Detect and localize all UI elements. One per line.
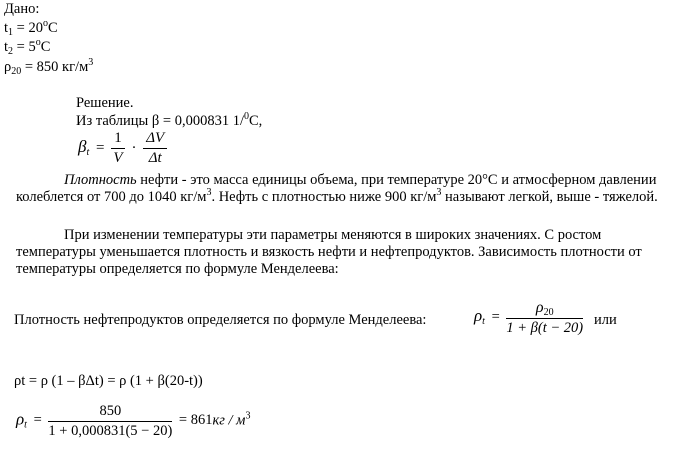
unit-exponent: 3: [245, 410, 251, 422]
table-line: [76, 111, 263, 129]
fraction-denominator: V: [113, 150, 123, 166]
multiply-dot: ·: [131, 139, 137, 156]
fraction-denominator: 1 + β(t − 20): [506, 320, 584, 336]
given-t1: [4, 18, 58, 38]
equals-sign: =: [491, 309, 500, 326]
t2-subscript: 2: [8, 46, 14, 57]
paragraph-temperature-dependence: При изменении температуры эти параметры меняются в широких значениях. С ростом температуры уменьшается плотность и вязкость нефти и нефтепродуктов. Зависимость плотности от температуры определяется по формуле Менделеева:: [16, 227, 642, 277]
mendeleev-fraction: [506, 300, 583, 336]
t2-degree: o: [35, 37, 41, 48]
t2-symbol: t: [4, 39, 9, 55]
rho-symbol: ρ: [4, 59, 12, 75]
density-expansion-formula: ρt = ρ (1 – βΔt) = ρ (1 + β(20-t)): [14, 373, 203, 389]
fraction-numerator: 850: [48, 404, 172, 422]
rho-t-subscript: t: [24, 419, 27, 431]
table-text: Из таблицы β = 0,000831 1/: [76, 113, 244, 129]
t1-subscript: 1: [8, 27, 14, 38]
beta-equals: =: [96, 139, 105, 156]
or-word: или: [594, 312, 617, 328]
formula-mendeleev: [474, 300, 583, 336]
equals-sign: =: [33, 412, 42, 429]
result-unit: кг / м: [212, 412, 246, 429]
rho-exponent: 3: [88, 57, 94, 68]
rho-value: = 850 кг/м: [21, 59, 89, 75]
t2-value: = 5: [13, 39, 36, 55]
calculation-fraction: [48, 404, 172, 438]
rho-t-symbol: ρ: [16, 409, 25, 429]
formula-calculation: [16, 404, 250, 438]
rho-subscript: 20: [11, 66, 22, 77]
exponent: 3: [206, 187, 212, 198]
fraction-denominator: Δt: [148, 150, 162, 166]
fraction-dv-over-dt: [143, 131, 167, 166]
paragraph-text: нефти - это масса единицы объема, при температуре 20°С и атмосферном давлении колеблется от 700 до 1040 кг/м: [16, 172, 657, 205]
term-density: Плотность: [64, 172, 137, 188]
t1-symbol: t: [4, 20, 9, 36]
rho-20-symbol: ρ: [535, 299, 544, 316]
rho-t-subscript: t: [482, 316, 485, 328]
paragraph-text: . Нефть с плотностью ниже 900 кг/м: [211, 189, 437, 205]
fraction-1-over-v: [111, 131, 125, 166]
beta-subscript: t: [86, 146, 90, 158]
mendeleev-lead-text: Плотность нефтепродуктов определяется по формуле Менделеева:: [14, 312, 427, 328]
rho-20-subscript: 20: [543, 307, 554, 318]
paragraph-text: называют легкой, выше - тяжелой.: [441, 189, 658, 205]
given-rho: [4, 57, 94, 77]
result-value: = 861: [178, 412, 213, 429]
t1-degree: o: [42, 18, 48, 29]
fraction-denominator: 1 + 0,000831(5 − 20): [48, 422, 173, 439]
t1-value: = 20: [13, 20, 43, 36]
solution-title: Решение.: [76, 95, 134, 111]
table-degree: 0: [244, 111, 249, 122]
t1-unit: C: [47, 20, 58, 36]
beta-symbol: β: [78, 136, 87, 156]
given-title: Дано:: [4, 1, 40, 17]
rho-t-symbol: ρ: [474, 306, 483, 326]
paragraph-density-definition: [16, 172, 678, 206]
fraction-numerator: 1: [111, 131, 125, 149]
formula-beta: [78, 131, 167, 166]
fraction-numerator: ΔV: [143, 131, 167, 149]
t2-unit: C: [40, 39, 51, 55]
table-unit: С,: [249, 113, 263, 129]
given-t2: [4, 37, 51, 57]
exponent: 3: [436, 187, 442, 198]
fraction-numerator: [506, 300, 583, 319]
